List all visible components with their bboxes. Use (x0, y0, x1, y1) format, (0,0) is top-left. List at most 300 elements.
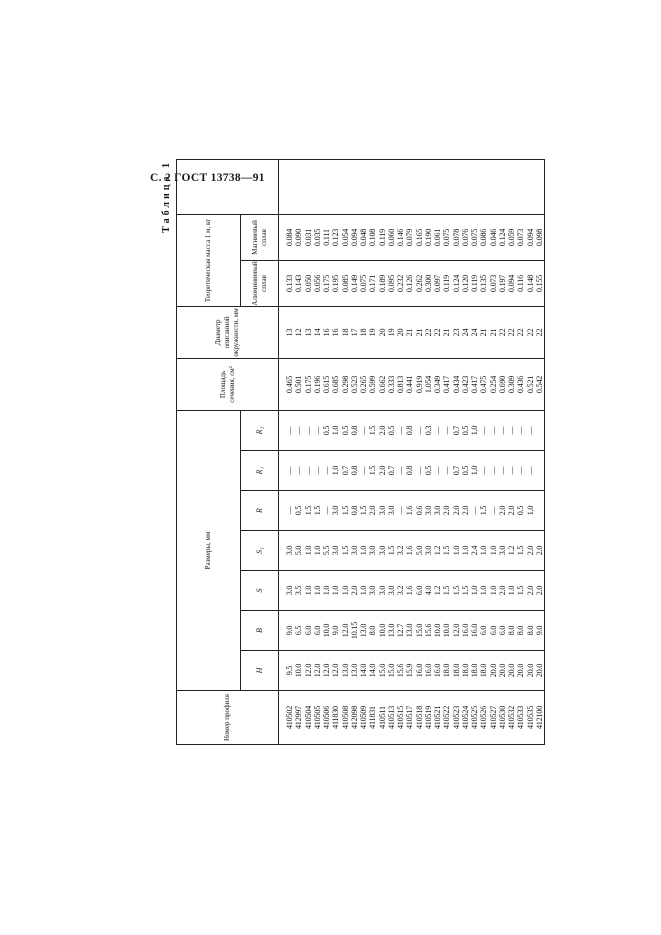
table-cell: 3.0 (377, 505, 387, 516)
table-cell: 0.135 (479, 274, 489, 293)
table-cell: — (488, 426, 498, 435)
table-cell: 2.0 (525, 545, 535, 556)
table-cell: 13 (303, 328, 313, 337)
table-cell: 18 (340, 328, 350, 337)
table-cell: 410521 (433, 705, 442, 730)
table-cell: 20.0 (488, 663, 498, 678)
table-cell: 0.094 (349, 228, 359, 247)
table-cell: 0.3 (423, 425, 433, 436)
table-cell: 15.0 (377, 663, 387, 678)
table-cell: 410523 (451, 705, 461, 730)
table-cell: 2.0 (534, 545, 544, 556)
table-cell: 1.0 (312, 545, 322, 556)
table-cell: 1.2 (433, 585, 442, 596)
table-cell: 1.5 (451, 585, 461, 596)
table-cell: 5.0 (414, 545, 424, 556)
table-cell: 1.054 (423, 375, 433, 394)
table-cell: 1.0 (312, 585, 322, 596)
table-cell: — (507, 426, 516, 435)
table-cell: 12.0 (303, 663, 313, 678)
table-cell: 8.0 (507, 625, 516, 636)
table-cell: 12.0 (331, 663, 341, 678)
table-cell: 21 (479, 328, 489, 337)
table-cell: 12.0 (451, 623, 461, 638)
table-cell: 0.175 (303, 375, 313, 394)
table-cell: — (285, 426, 294, 435)
table-cell: 24 (460, 328, 470, 337)
table-cell: 3.0 (368, 585, 378, 596)
table-cell: 16.0 (433, 663, 442, 678)
table-cell: 0.119 (377, 229, 387, 246)
table-cell: 0.8 (405, 465, 415, 476)
table-cell: — (470, 506, 479, 515)
table-cell: 12.0 (322, 663, 331, 678)
table-cell: 411831 (368, 706, 378, 729)
table-cell: 0.123 (331, 228, 341, 247)
table-cell: 410525 (470, 705, 479, 730)
table-cell: 0.075 (442, 228, 452, 247)
table-cell: 18.0 (470, 663, 479, 678)
table-cell: 1.0 (479, 585, 489, 596)
table-cell: 0.175 (322, 274, 331, 293)
table-cell: 410535 (525, 705, 535, 730)
table-cell: 2.0 (497, 585, 507, 596)
header-magnesium: Магниевый сплав (241, 214, 279, 260)
table-cell: 0.124 (497, 228, 507, 247)
table-cell: 22 (534, 328, 544, 337)
table-cell: 3.2 (396, 545, 405, 556)
table-cell: 1.5 (303, 505, 313, 516)
table-cell: 3.2 (396, 585, 405, 596)
table-cell: — (433, 466, 442, 475)
column-r2 (279, 410, 545, 450)
table-cell: 1.2 (507, 545, 516, 556)
header-r1: R₁ (241, 451, 279, 491)
table-cell: 0.094 (507, 274, 516, 293)
table-cell: 1.0 (470, 585, 479, 596)
table-cell: 412098 (349, 705, 359, 730)
table-cell: 18.0 (451, 663, 461, 678)
table-cell: 0.5 (294, 505, 304, 516)
table-cell: 3.0 (423, 505, 433, 516)
table-cell: 0.119 (442, 275, 452, 292)
table-cell: 410518 (414, 705, 424, 730)
table-cell: 15.6 (423, 623, 433, 638)
table-cell: 0.085 (340, 274, 350, 293)
table-cell: — (396, 426, 405, 435)
table-cell: 13.0 (405, 623, 415, 638)
table-cell: 0.434 (451, 375, 461, 394)
table-cell: 1.5 (340, 545, 350, 556)
table-cell: 0.124 (451, 274, 461, 293)
table-cell: 22 (497, 328, 507, 337)
table-cell: 0.417 (470, 375, 479, 394)
table-cell: 8.0 (516, 625, 526, 636)
table-cell: 1.0 (331, 425, 341, 436)
table-cell: 13.0 (349, 663, 359, 678)
table-cell: 2.0 (525, 585, 535, 596)
table-cell: 2.0 (377, 425, 387, 436)
table-cell: 24 (470, 328, 479, 337)
table-cell: 16.0 (460, 623, 470, 638)
table-cell: 1.0 (479, 545, 489, 556)
table-cell: 0.035 (312, 228, 322, 247)
table-cell: — (488, 466, 498, 475)
table-cell: 0.465 (285, 375, 294, 394)
header-area: Площадь сечения, см² (177, 358, 279, 410)
table-cell: 6.5 (294, 625, 304, 636)
table-cell: 1.5 (368, 465, 378, 476)
column-magnesium (279, 214, 545, 260)
table-cell (535, 491, 544, 530)
table-cell: 22 (516, 328, 526, 337)
table-cell: 20 (377, 328, 387, 337)
table-cell: 1.5 (340, 505, 350, 516)
table-cell: 0.119 (470, 275, 479, 292)
table-cell: 410513 (386, 705, 396, 730)
table-cell: 1.0 (322, 585, 331, 596)
column-s1 (279, 531, 545, 571)
table-cell: 0.599 (368, 375, 378, 394)
table-cell: 21 (442, 328, 452, 337)
table-cell: 0.523 (349, 375, 359, 394)
table-cell: 13.0 (340, 663, 350, 678)
table-cell: 410526 (479, 705, 489, 730)
table-cell: 2.0 (451, 505, 461, 516)
table-cell: 12.0 (312, 663, 322, 678)
table-cell: 0.155 (534, 274, 544, 293)
table-cell: 410519 (423, 705, 433, 730)
table-cell: 6.0 (312, 625, 322, 636)
table-cell: 10.0 (442, 623, 452, 638)
table-cell: 2.4 (470, 545, 479, 556)
table-cell: 0.5 (460, 465, 470, 476)
table-cell: 0.190 (423, 228, 433, 247)
table-cell: 0.417 (442, 375, 452, 394)
table-cell: 0.031 (303, 228, 313, 247)
table-cell: 0.197 (497, 274, 507, 293)
header-empty (177, 159, 279, 214)
table-cell: — (359, 466, 368, 475)
table-cell: — (322, 506, 331, 515)
table-cell: — (359, 426, 368, 435)
table-cell: 0.196 (312, 375, 322, 394)
table-cell: 3.0 (285, 585, 294, 596)
table-cell: 3.0 (423, 545, 433, 556)
table-cell: 15.0 (414, 623, 424, 638)
table-cell: 3.0 (331, 545, 341, 556)
table-cell: 3.0 (349, 545, 359, 556)
table-cell: 1.5 (442, 545, 452, 556)
table-cell: 0.146 (396, 228, 405, 247)
table-cell: 20.0 (525, 663, 535, 678)
table-cell: 0.265 (359, 375, 368, 394)
table-cell: 1.0 (331, 465, 341, 476)
table-cell: 0.662 (377, 375, 387, 394)
table-cell: 20.0 (534, 663, 544, 678)
table-cell: 410522 (442, 705, 452, 730)
table-cell: 16.0 (423, 663, 433, 678)
table-cell: — (414, 426, 424, 435)
header-circle-diameter: Диаметр описанной окружности, мм (177, 306, 279, 358)
table-cell: 0.149 (349, 274, 359, 293)
table-cell: 5.0 (294, 545, 304, 556)
table-cell: 19 (386, 328, 396, 337)
table-cell: 0.195 (331, 274, 341, 293)
table-cell: — (497, 466, 507, 475)
table-cell: 18 (359, 328, 368, 337)
table-cell: 0.148 (525, 274, 535, 293)
table-cell: 0.441 (405, 375, 415, 394)
table-cell: — (516, 466, 526, 475)
table-cell: 18.0 (442, 663, 452, 678)
table-cell: — (442, 466, 452, 475)
table-cell: 10.0 (377, 623, 387, 638)
table-cell: 2.0 (497, 505, 507, 516)
table-cell: 0.232 (396, 274, 405, 293)
table-cell: 21 (488, 328, 498, 337)
table-cell: 18.0 (479, 663, 489, 678)
header-b: B (241, 611, 279, 651)
table-cell: 12.0 (340, 623, 350, 638)
table-cell: 0.094 (525, 228, 535, 247)
table-cell: 0.5 (322, 425, 331, 436)
table-cell: 1.0 (331, 585, 341, 596)
table-cell (535, 451, 544, 490)
table-cell: 410530 (497, 705, 507, 730)
table-cell: 410506 (322, 705, 331, 730)
table-cell: 0.097 (433, 274, 442, 293)
table-cell: — (479, 466, 489, 475)
table-cell: — (294, 426, 304, 435)
table-cell: 0.7 (451, 425, 461, 436)
table-caption: Таблица 1 (161, 160, 172, 233)
table-cell: 10.0 (322, 623, 331, 638)
table-cell: 0.061 (433, 228, 442, 247)
table-cell: 3.0 (497, 545, 507, 556)
table-cell: 20.0 (497, 663, 507, 678)
rotated-table-container (160, 160, 544, 745)
table-cell: — (303, 426, 313, 435)
table-cell: 0.7 (451, 465, 461, 476)
table-cell: 16 (322, 328, 331, 337)
table-cell: 3.0 (433, 505, 442, 516)
table-cell: 410527 (488, 705, 498, 730)
table-cell: 412100 (534, 705, 544, 730)
table-cell: 410508 (340, 705, 350, 730)
table-cell: 0.5 (423, 465, 433, 476)
table-cell: 0.262 (414, 274, 424, 293)
table-cell: 0.5 (386, 425, 396, 436)
column-r (279, 491, 545, 531)
table-cell: 14.0 (368, 663, 378, 678)
table-cell: 3.0 (331, 505, 341, 516)
page-header: С. 2 ГОСТ 13738—91 (150, 172, 265, 184)
header-s1: S₁ (241, 531, 279, 571)
table-cell: 412997 (294, 705, 304, 730)
table-cell: — (285, 506, 294, 515)
table-cell: 0.8 (349, 465, 359, 476)
table-cell: 0.165 (414, 228, 424, 247)
table-cell: 1.5 (516, 545, 526, 556)
table-cell: 410517 (405, 705, 415, 730)
table-cell: 1.0 (488, 585, 498, 596)
table-cell: 22 (433, 328, 442, 337)
table-cell: 1.5 (368, 425, 378, 436)
table-cell: 0.7 (340, 465, 350, 476)
table-cell: 2.0 (349, 585, 359, 596)
column-r1 (279, 451, 545, 491)
table-cell: 0.060 (386, 228, 396, 247)
table-cell: 410524 (460, 705, 470, 730)
table-cell: — (414, 466, 424, 475)
table-cell: 6.0 (303, 625, 313, 636)
table-cell: 6.0 (488, 625, 498, 636)
table-cell: — (396, 466, 405, 475)
header-h: H (241, 651, 279, 691)
column-b (279, 611, 545, 651)
table-cell: 8.0 (368, 625, 378, 636)
header-profile-number: Номер профиля (177, 691, 279, 745)
table-cell: 15.0 (386, 663, 396, 678)
table-cell: 0.615 (322, 375, 331, 394)
table-cell: — (507, 466, 516, 475)
table-cell: 1.0 (460, 545, 470, 556)
table-cell: 0.120 (460, 274, 470, 293)
table-cell: 0.298 (340, 375, 350, 394)
table-cell: — (488, 506, 498, 515)
table-cell: 0.171 (368, 274, 378, 293)
table-cell: 0.8 (405, 425, 415, 436)
table-cell: 3.0 (377, 545, 387, 556)
table-cell: 1.6 (405, 505, 415, 516)
table-cell: 17 (349, 328, 359, 337)
table-cell: 0.050 (303, 274, 313, 293)
column-profile-number (279, 691, 545, 745)
table-cell: 1.0 (488, 545, 498, 556)
table-cell: 0.075 (470, 228, 479, 247)
table-cell: 13.0 (386, 623, 396, 638)
table-cell: 0.333 (386, 375, 396, 394)
table-cell: 1.2 (433, 545, 442, 556)
table-cell: 6.0 (414, 585, 424, 596)
table-cell: 3.0 (377, 585, 387, 596)
table-cell: 20.0 (516, 663, 526, 678)
column-s (279, 571, 545, 611)
table-cell: 15.9 (405, 663, 415, 678)
table-cell: 3.0 (386, 585, 396, 596)
table-cell: — (303, 466, 313, 475)
table-cell (535, 411, 544, 450)
column-h (279, 651, 545, 691)
table-cell: 0.073 (488, 274, 498, 293)
table-cell: 0.542 (534, 375, 544, 394)
table-cell: 2.0 (442, 505, 452, 516)
column-circle-diameter (279, 306, 545, 358)
table-cell: 20.0 (507, 663, 516, 678)
table-cell: 0.126 (405, 274, 415, 293)
table-cell: 1.0 (359, 545, 368, 556)
table-cell: 2.0 (377, 465, 387, 476)
table-cell: 19 (368, 328, 378, 337)
table-cell: 0.084 (285, 228, 294, 247)
table-cell: 3.0 (285, 545, 294, 556)
table-cell: 0.075 (359, 274, 368, 293)
table-cell: 4.0 (423, 585, 433, 596)
table-cell: 6.0 (479, 625, 489, 636)
table-cell: 9.5 (285, 665, 294, 676)
table-cell: 0.054 (340, 228, 350, 247)
table-cell: 1.0 (451, 545, 461, 556)
table-cell: 410533 (516, 705, 526, 730)
table-cell: 1.0 (303, 585, 313, 596)
table-cell: 0.685 (331, 375, 341, 394)
table-cell: 6.0 (497, 625, 507, 636)
table-cell: 1.5 (442, 585, 452, 596)
table-cell: 0.143 (294, 274, 304, 293)
table-cell: 410511 (377, 706, 387, 729)
table-cell: 1.5 (460, 585, 470, 596)
table-cell: 2.0 (460, 505, 470, 516)
table-cell: 1.0 (303, 545, 313, 556)
table-cell: 13.0 (359, 623, 368, 638)
table-cell: 2.0 (368, 505, 378, 516)
table-cell: 10.0 (433, 623, 442, 638)
table-cell: — (433, 426, 442, 435)
table-cell: 0.189 (377, 274, 387, 293)
table-cell: 0.073 (516, 228, 526, 247)
table-cell: 410504 (303, 705, 313, 730)
table-cell: 0.501 (294, 375, 304, 394)
table-cell: — (322, 466, 331, 475)
header-r: R (241, 491, 279, 531)
table-cell: — (285, 466, 294, 475)
table-cell: 410502 (285, 705, 294, 730)
table-cell: 20 (396, 328, 405, 337)
table-cell: 0.5 (516, 505, 526, 516)
table-cell: 1.5 (516, 585, 526, 596)
table-cell: — (294, 466, 304, 475)
table-cell: 0.090 (294, 228, 304, 247)
table-cell: 0.8 (349, 425, 359, 436)
table-cell: 12 (294, 328, 304, 337)
table-cell: 0.078 (451, 228, 461, 247)
table-cell: 0.5 (460, 425, 470, 436)
table-cell: 22 (423, 328, 433, 337)
table-cell: 1.5 (386, 545, 396, 556)
table-cell: 21 (414, 328, 424, 337)
table-cell: 1.6 (405, 585, 415, 596)
table-cell: 0.813 (396, 375, 405, 394)
table-cell: 0.059 (507, 228, 516, 247)
table-cell: 14.0 (359, 663, 368, 678)
table-cell: 1.0 (470, 465, 479, 476)
table-cell: — (396, 506, 405, 515)
header-s: S (241, 571, 279, 611)
table-cell: 410509 (359, 705, 368, 730)
table-cell: 0.521 (525, 375, 535, 394)
header-r2: R₂ (241, 410, 279, 450)
table-cell: 3.5 (294, 585, 304, 596)
table-cell: 3.0 (368, 545, 378, 556)
table-cell: 1.6 (405, 545, 415, 556)
table-cell: 9.0 (534, 625, 544, 636)
table-cell: — (312, 466, 322, 475)
table-cell: 0.349 (433, 375, 442, 394)
table-cell: 22 (507, 328, 516, 337)
table-cell: 1.0 (359, 585, 368, 596)
column-aluminum (279, 260, 545, 306)
